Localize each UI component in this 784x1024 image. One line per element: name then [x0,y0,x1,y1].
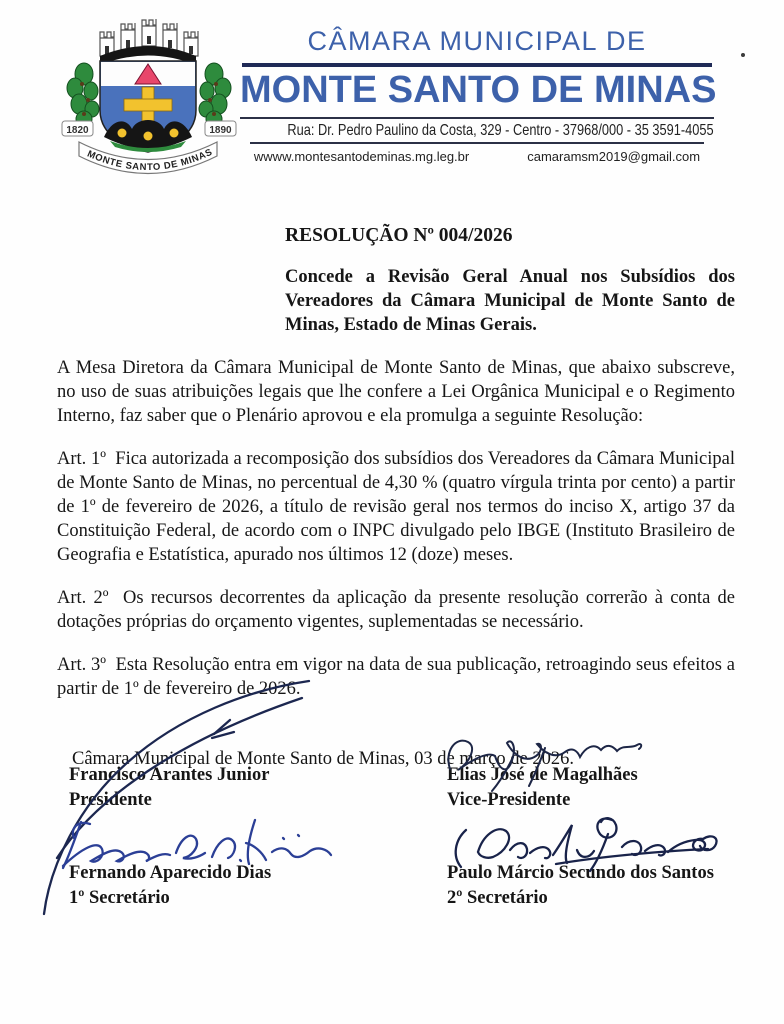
article-2-paragraph: Art. 2º Os recursos decorrentes da aplicação da presente resolução correrão à conta de dotações próprias do orçamento vigentes, suplementadas se necessário. [57,588,735,632]
signature-block-president [69,763,269,813]
address-line: Rua: Dr. Pedro Paulino da Costa, 329 - Centro - 37968/000 - 35 3591-4055 [287,122,714,139]
place-and-date-line: Câmara Municipal de Monte Santo de Minas, 03 de março de 2026. [72,749,574,769]
resolution-title: RESOLUÇÃO Nº 004/2026 [285,225,513,246]
header-divider-top [242,63,712,67]
signer-name: Elias José de Magalhães [447,765,638,785]
scan-artifact-dot [741,53,745,57]
website-text: wwww.montesantodeminas.mg.leg.br [253,149,470,164]
signer-role: 1º Secretário [69,888,170,908]
ribbon-motto: MONTE SANTO DE MINAS [85,146,215,174]
signature-block-vice-president [447,763,638,813]
letterhead-text [240,14,717,176]
contact-row [240,144,714,164]
article-3-paragraph: Art. 3º Esta Resolução entra em vigor na data de sua publicação, retroagindo seus efeitos a partir de 1º de fevereiro de 2026. [57,655,735,699]
founding-year-left: 1820 [66,125,89,136]
signer-name: Fernando Aparecido Dias [69,863,272,883]
letterhead [60,14,717,176]
founding-year-right: 1890 [209,125,232,136]
signer-name: Paulo Márcio Secundo dos Santos [447,863,714,883]
article-1-paragraph: Art. 1º Fica autorizada a recomposição dos subsídios dos Vereadores da Câmara Municipal de Monte Santo de Minas, no percentual de 4,30 % (quatro vírgula trinta por cento) a partir de 1º de fevereiro de 2026, a título de revisão geral nos termos do inciso X, artigo 37 da Constituição Federal, de acordo com o INPC divulgado pelo IBGE (Instituto Brasileiro de Geografia e Estatística, apurado nos últimos 12 (doze) meses. [57,449,735,565]
resolution-body [57,212,735,771]
coat-of-arms-logo [60,14,238,176]
signer-role: Presidente [69,790,152,810]
signer-role: 2º Secretário [447,888,548,908]
resolution-summary: Concede a Revisão Geral Anual nos Subsídios dos Vereadores da Câmara Municipal de Monte Santo de Minas, Estado de Minas Gerais. [285,267,735,335]
signer-name: Francisco Arantes Junior [69,765,270,785]
org-name-line1: CÂMARA MUNICIPAL DE [307,26,647,56]
coat-of-arms-icon [60,14,238,176]
signature-block-first-secretary [69,861,271,911]
email-text: camaramsm2019@gmail.com [527,149,701,164]
org-name-line2: MONTE SANTO DE MINAS [240,69,717,111]
signature-block-second-secretary [447,861,714,911]
preamble-paragraph: A Mesa Diretora da Câmara Municipal de Monte Santo de Minas, que abaixo subscreve, no uso de suas atribuições legais que lhe confere a Lei Orgânica Municipal e o Regimento Interno, faz saber que o Plenário aprovou e ela promulga a seguinte Resolução: [57,358,735,426]
signer-role: Vice-Presidente [447,790,571,810]
